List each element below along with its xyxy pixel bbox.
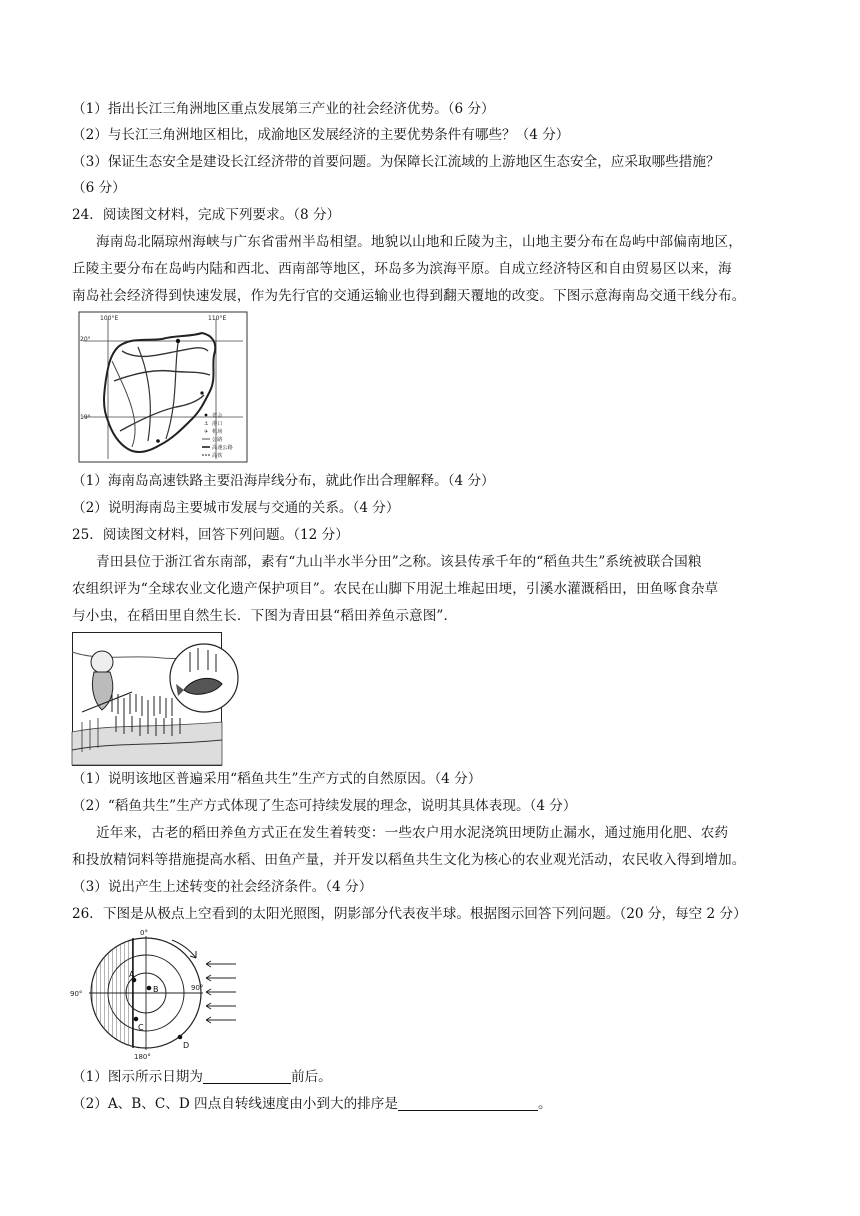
q24-paragraph-line: 海南岛北隔琼州海峡与广东省雷州半岛相望。地貌以山地和丘陵为主，山地主要分布在岛屿中部偏南地区， [96,234,742,250]
q25-paragraph-line: 农组织评为“全球农业文化遗产保护项目”。农民在山脚下用泥土堆起田埂，引溪水灌溉稻田，田鱼啄食杂草 [72,581,719,597]
city-marker [156,439,160,443]
legend-item: 高速公路 [212,445,233,451]
q23-sub3: （3）保证生态安全是建设长江经济带的首要问题。为保障长江流域的上游地区生态安全，应采取哪些措施？ [72,154,720,170]
legend-item: 省会 [212,413,223,419]
point-d-marker [178,1035,183,1040]
legend-airport-icon: ✈ [204,429,209,435]
lon-left-label: 90° [70,990,83,998]
lon-right-label: 90° [191,984,204,992]
q23-sub1: （1）指出长江三角洲地区重点发展第三产业的社会经济优势。（6 分） [72,101,495,117]
lon-left-label: 100°E [100,315,119,322]
q26-sub1-suffix: 前后。 [291,1069,332,1085]
q26-sub2-suffix: 。 [537,1096,552,1112]
hainan-transport-map [78,311,248,463]
q25-sub2: （2）“稻鱼共生”生产方式体现了生态可持续发展的理念，说明其具体表现。（4 分） [72,798,577,814]
q26-sub1 [72,1067,796,1087]
q24-paragraph-line: 丘陵主要分布在岛屿内陆和西北、西南部等地区，环岛多为滨海平原。自成立经济特区和自由贸易区以来，海 [72,261,732,277]
q25-sub3: （3）说出产生上述转变的社会经济条件。（4 分） [72,879,373,895]
q26-title: 26．下图是从极点上空看到的太阳光照图，阴影部分代表夜半球。根据图示回答下列问题。（20 分，每空 2 分） [72,906,747,922]
q23-sub2: （2）与长江三角洲地区相比，成渝地区发展经济的主要优势条件有哪些？（4 分） [72,127,570,143]
answer-blank[interactable] [203,1069,291,1084]
rice-fish-illustration [72,632,222,766]
point-c-label: C [138,1023,144,1032]
q25-title: 25．阅读图文材料，回答下列问题。（12 分） [72,527,349,543]
lon-right-label: 110°E [208,315,227,322]
legend-capital-icon [205,414,208,417]
point-c-marker [134,1017,139,1022]
legend-port-icon: ⚓ [204,421,209,427]
q25-paragraph-line: 近年来，古老的稻田养鱼方式正在发生着转变：一些农户用水泥浇筑田埂防止漏水，通过施用化肥、农药 [96,825,729,841]
lat-top-label: 20° [80,336,91,343]
lon-bottom-label: 180° [134,1053,151,1061]
answer-blank[interactable] [398,1096,538,1111]
q26-sub2-prefix: （2）A、B、C、D 四点自转线速度由小到大的排序是 [72,1096,398,1112]
q24-sub2: （2）说明海南岛主要城市发展与交通的关系。（4 分） [72,500,400,516]
legend-item: 港口 [212,421,223,427]
legend-item: 公路 [212,437,223,443]
lon-top-label: 0° [140,929,148,937]
q24-title: 24．阅读图文材料，完成下列要求。（8 分） [72,207,341,223]
point-d-label: D [183,1041,190,1050]
lat-bottom-label: 19° [80,414,91,421]
q26-sub1-prefix: （1）图示所示日期为 [72,1069,203,1085]
rotation-arrow-icon [172,940,196,958]
q24-paragraph-line: 南岛社会经济得到快速发展，作为先行官的交通运输业也得到翻天覆地的改变。下图示意海南岛交通干线分布。 [72,288,746,304]
sunlight-arrows-icon [206,961,236,1023]
farmer-hat-icon [91,651,113,673]
q25-sub1: （1）说明该地区普遍采用“稻鱼共生”生产方式的自然原因。（4 分） [72,771,482,787]
city-marker [200,391,203,394]
legend-item: 机场 [212,429,223,435]
point-a-label: A [129,970,135,979]
q24-sub1: （1）海南岛高速铁路主要沿海岸线分布，就此作出合理解释。（4 分） [72,473,495,489]
capital-marker [176,339,180,343]
legend-item: 高铁 [212,453,223,459]
q25-paragraph-line: 与小虫，在稻田里自然生长．下图为青田县“稻田养鱼示意图”． [72,608,458,624]
q25-paragraph-line: 和投放精饲料等措施提高水稻、田鱼产量，并开发以稻鱼共生文化为核心的农业观光活动，农民收入得到增加。 [72,852,746,868]
polar-illumination-diagram [70,928,246,1061]
q26-sub2 [72,1094,796,1114]
q25-paragraph-line: 青田县位于浙江省东南部，素有“九山半水半分田”之称。该县传承千年的“稻鱼共生”系统被联合国粮 [96,554,702,570]
q23-sub3-score: （6 分） [72,180,126,196]
point-b-marker [147,986,152,991]
point-b-label: B [153,985,159,994]
